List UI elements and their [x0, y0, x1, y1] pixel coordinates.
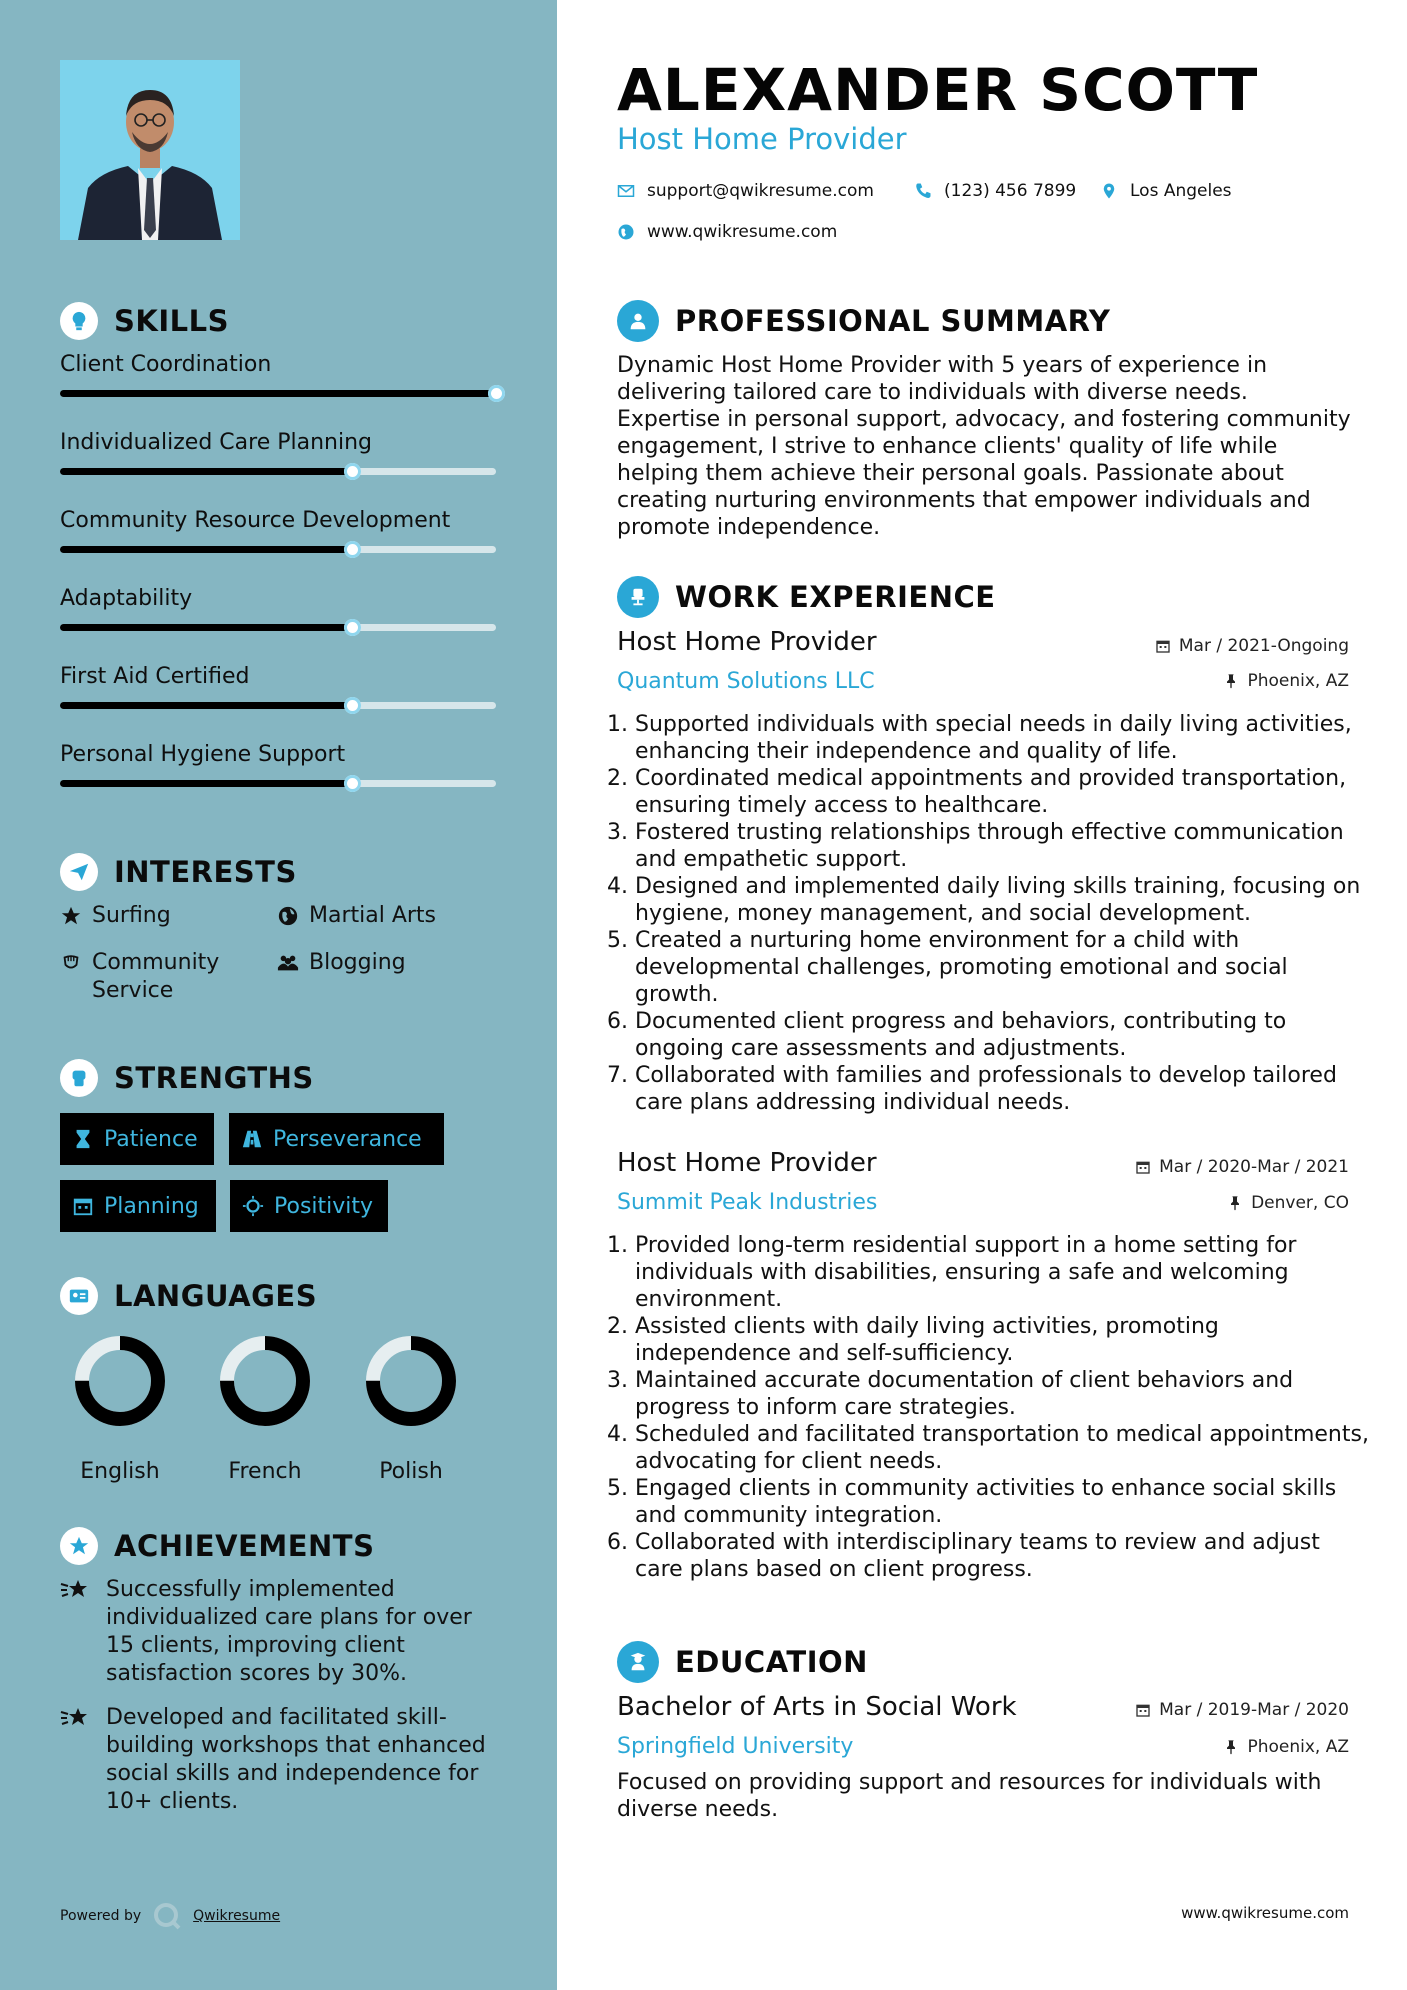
- envelope-icon: [617, 182, 635, 200]
- fist-icon: [60, 1059, 98, 1097]
- education-dates: [1135, 1700, 1349, 1720]
- language-item: [351, 1331, 471, 1484]
- achievement-item: [60, 1704, 500, 1816]
- skill-item: [60, 430, 500, 455]
- experience-title: WORK EXPERIENCE: [675, 580, 996, 614]
- contact-phone[interactable]: [914, 181, 1076, 201]
- experience-heading: [617, 576, 996, 618]
- skill-item: [60, 352, 500, 377]
- skill-item: [60, 508, 500, 533]
- strengths-heading: [60, 1059, 314, 1097]
- language-item: [60, 1331, 180, 1484]
- duty-item: 2. Assisted clients with daily living activities, promoting independence and self-sufficiency.: [635, 1313, 1370, 1367]
- strength-label: Perseverance: [273, 1126, 422, 1152]
- duty-item: 5. Engaged clients in community activities to enhance social skills and community integration.: [635, 1475, 1370, 1529]
- lightbulb-icon: [60, 302, 98, 340]
- skill-bar-fill: [60, 624, 352, 631]
- skill-item: [60, 664, 500, 689]
- pushpin-icon: [1223, 673, 1239, 689]
- education-heading: [617, 1641, 868, 1683]
- education-location: [1223, 1737, 1349, 1757]
- company-name: Quantum Solutions LLC: [617, 669, 875, 694]
- footer-url[interactable]: www.qwikresume.com: [1181, 1904, 1349, 1922]
- dates-text: Mar / 2021-Ongoing: [1178, 636, 1349, 656]
- degree-title: Bachelor of Arts in Social Work: [617, 1692, 1017, 1722]
- skill-bar-fill: [60, 468, 352, 475]
- duty-item: 3. Maintained accurate documentation of client behaviors and progress to inform care strategies.: [635, 1367, 1370, 1421]
- id-card-icon: [60, 1277, 98, 1315]
- location-text: Phoenix, AZ: [1247, 1737, 1349, 1757]
- skill-bar: [60, 468, 496, 475]
- skills-title: SKILLS: [114, 304, 229, 338]
- duty-item: 3. Fostered trusting relationships through effective communication and empathetic support.: [635, 819, 1370, 873]
- summary-text: Dynamic Host Home Provider with 5 years of experience in delivering tailored care to individuals with diverse needs. Expertise in personal support, advocacy, and fostering community engagement, I strive to enhance clients' quality of life while helping them achieve their personal goals. Passionate about creating nurturing environments that empower individuals and promote independence.: [617, 353, 1351, 540]
- summary-title: PROFESSIONAL SUMMARY: [675, 304, 1111, 338]
- phone-text: (123) 456 7899: [944, 181, 1077, 201]
- skill-label: Personal Hygiene Support: [60, 742, 346, 767]
- pushpin-icon: [1223, 1739, 1239, 1755]
- job-title: Host Home Provider: [617, 1148, 877, 1178]
- achievement-text: Developed and facilitated skill-building workshops that enhanced social skills and independence for 10+ clients.: [106, 1705, 486, 1814]
- contact-email[interactable]: [617, 181, 874, 201]
- achievement-item: [60, 1576, 500, 1688]
- summary-heading: [617, 300, 1110, 342]
- strength-label: Patience: [104, 1126, 198, 1152]
- skill-bar-fill: [60, 390, 496, 397]
- skill-bar-knob: [344, 619, 361, 636]
- profile-photo: [60, 60, 240, 240]
- skill-bar: [60, 624, 496, 631]
- duty-item: 1. Provided long-term residential support in a home setting for individuals with disabilities, ensuring a safe and welcoming environment.: [635, 1232, 1370, 1313]
- language-item: [205, 1331, 325, 1484]
- languages-heading: [60, 1277, 317, 1315]
- calendar-icon: [1155, 638, 1171, 654]
- interest-item: [277, 902, 436, 930]
- duty-item: 2. Coordinated medical appointments and provided transportation, ensuring timely access to healthcare.: [635, 765, 1370, 819]
- shooting-star-icon: [60, 1576, 92, 1604]
- job-dates: [1135, 1157, 1349, 1177]
- graduate-icon: [617, 1641, 659, 1683]
- language-label: French: [228, 1459, 302, 1484]
- interest-item: [60, 902, 171, 930]
- job-dates: [1155, 636, 1349, 656]
- contact-location: [1100, 181, 1232, 201]
- candidate-role: Host Home Provider: [617, 122, 907, 156]
- hand-icon: [60, 952, 82, 974]
- powered-by: [60, 1902, 280, 1930]
- calendar-icon: [1135, 1702, 1151, 1718]
- skill-bar-knob: [344, 697, 361, 714]
- duty-item: 5. Created a nurturing home environment for a child with developmental challenges, promoting emotional and social growth.: [635, 927, 1370, 1008]
- strength-tag: [60, 1113, 214, 1165]
- language-ring: [215, 1331, 315, 1431]
- job-title: Host Home Provider: [617, 627, 877, 657]
- interests-heading: [60, 853, 297, 891]
- language-ring: [361, 1331, 461, 1431]
- duty-item: 6. Documented client progress and behaviors, contributing to ongoing care assessments and adjustments.: [635, 1008, 1370, 1062]
- skill-bar-fill: [60, 780, 352, 787]
- job-location: [1223, 671, 1349, 691]
- duty-item: 6. Collaborated with interdisciplinary teams to review and adjust care plans based on client progress.: [635, 1529, 1370, 1583]
- interest-label: Martial Arts: [309, 903, 437, 928]
- skill-label: First Aid Certified: [60, 664, 250, 689]
- phone-icon: [914, 182, 932, 200]
- website-text: www.qwikresume.com: [647, 222, 838, 242]
- duty-item: 4. Scheduled and facilitated transportation to medical appointments, advocating for client needs.: [635, 1421, 1370, 1475]
- language-label: Polish: [379, 1459, 443, 1484]
- skill-label: Individualized Care Planning: [60, 430, 372, 455]
- language-label: English: [80, 1459, 160, 1484]
- company-name: Summit Peak Industries: [617, 1190, 878, 1215]
- duty-item: 7. Collaborated with families and professionals to develop tailored care plans addressing individual needs.: [635, 1062, 1370, 1116]
- skill-bar: [60, 546, 496, 553]
- achievements-title: ACHIEVEMENTS: [114, 1529, 375, 1563]
- skill-bar: [60, 780, 496, 787]
- star-badge-icon: [60, 1527, 98, 1565]
- strengths-title: STRENGTHS: [114, 1061, 314, 1095]
- globe-icon: [277, 905, 299, 927]
- strength-tag: [229, 1113, 444, 1165]
- location-text: Los Angeles: [1130, 181, 1232, 201]
- road-icon: [241, 1128, 263, 1150]
- map-pin-icon: [1100, 182, 1118, 200]
- calendar-icon: [1135, 1159, 1151, 1175]
- brand-link[interactable]: Qwikresume: [193, 1908, 281, 1924]
- achievements-heading: [60, 1527, 374, 1565]
- duty-item: 4. Designed and implemented daily living skills training, focusing on hygiene, money management, and social development.: [635, 873, 1370, 927]
- job-duties: [617, 711, 1370, 1116]
- skill-bar-fill: [60, 702, 352, 709]
- candidate-name: ALEXANDER SCOTT: [617, 56, 1259, 124]
- qwikresume-logo-icon: [153, 1902, 181, 1930]
- strength-label: Planning: [104, 1193, 199, 1219]
- strength-label: Positivity: [274, 1193, 374, 1219]
- skill-bar-knob: [488, 385, 505, 402]
- school-name: Springfield University: [617, 1734, 854, 1759]
- education-title: EDUCATION: [675, 1645, 868, 1679]
- achievement-text: Successfully implemented individualized care plans for over 15 clients, improving client satisfaction scores by 30%.: [106, 1577, 472, 1686]
- skill-bar-knob: [344, 541, 361, 558]
- education-text: Focused on providing support and resources for individuals with diverse needs.: [617, 1770, 1322, 1822]
- pushpin-icon: [1227, 1195, 1243, 1211]
- skill-bar: [60, 390, 496, 397]
- chair-icon: [617, 576, 659, 618]
- interest-label: Surfing: [92, 903, 171, 928]
- skill-label: Client Coordination: [60, 352, 272, 377]
- strength-tag: [230, 1180, 388, 1232]
- email-text: support@qwikresume.com: [647, 181, 874, 201]
- location-text: Denver, CO: [1251, 1193, 1349, 1213]
- skill-item: [60, 742, 500, 767]
- strength-tag: [60, 1180, 216, 1232]
- sun-icon: [242, 1195, 264, 1217]
- user-icon: [617, 300, 659, 342]
- skill-bar-knob: [344, 463, 361, 480]
- interest-item: [60, 949, 260, 1005]
- dates-text: Mar / 2019-Mar / 2020: [1159, 1700, 1349, 1720]
- duty-item: 1. Supported individuals with special needs in daily living activities, enhancing their independence and quality of life.: [635, 711, 1370, 765]
- language-ring: [70, 1331, 170, 1431]
- interest-label: Blogging: [309, 950, 406, 975]
- powered-label: Powered by: [60, 1908, 142, 1924]
- skills-heading: [60, 302, 229, 340]
- skill-bar-fill: [60, 546, 352, 553]
- job-duties: [617, 1232, 1370, 1583]
- star-icon: [60, 905, 82, 927]
- interest-item: [277, 949, 406, 977]
- shooting-star-icon: [60, 1704, 92, 1732]
- job-location: [1227, 1193, 1349, 1213]
- location-text: Phoenix, AZ: [1247, 671, 1349, 691]
- paper-plane-icon: [60, 853, 98, 891]
- skill-bar: [60, 702, 496, 709]
- globe-icon: [617, 223, 635, 241]
- skill-bar-knob: [344, 775, 361, 792]
- skill-label: Community Resource Development: [60, 508, 451, 533]
- hourglass-icon: [72, 1128, 94, 1150]
- contact-website[interactable]: [617, 222, 837, 242]
- languages-title: LANGUAGES: [114, 1279, 318, 1313]
- sidebar: [0, 0, 557, 1990]
- interests-title: INTERESTS: [114, 855, 297, 889]
- skill-item: [60, 586, 500, 611]
- dates-text: Mar / 2020-Mar / 2021: [1159, 1157, 1349, 1177]
- users-icon: [277, 952, 299, 974]
- interest-label: Community Service: [92, 950, 220, 1003]
- calendar-icon: [72, 1195, 94, 1217]
- skill-label: Adaptability: [60, 586, 193, 611]
